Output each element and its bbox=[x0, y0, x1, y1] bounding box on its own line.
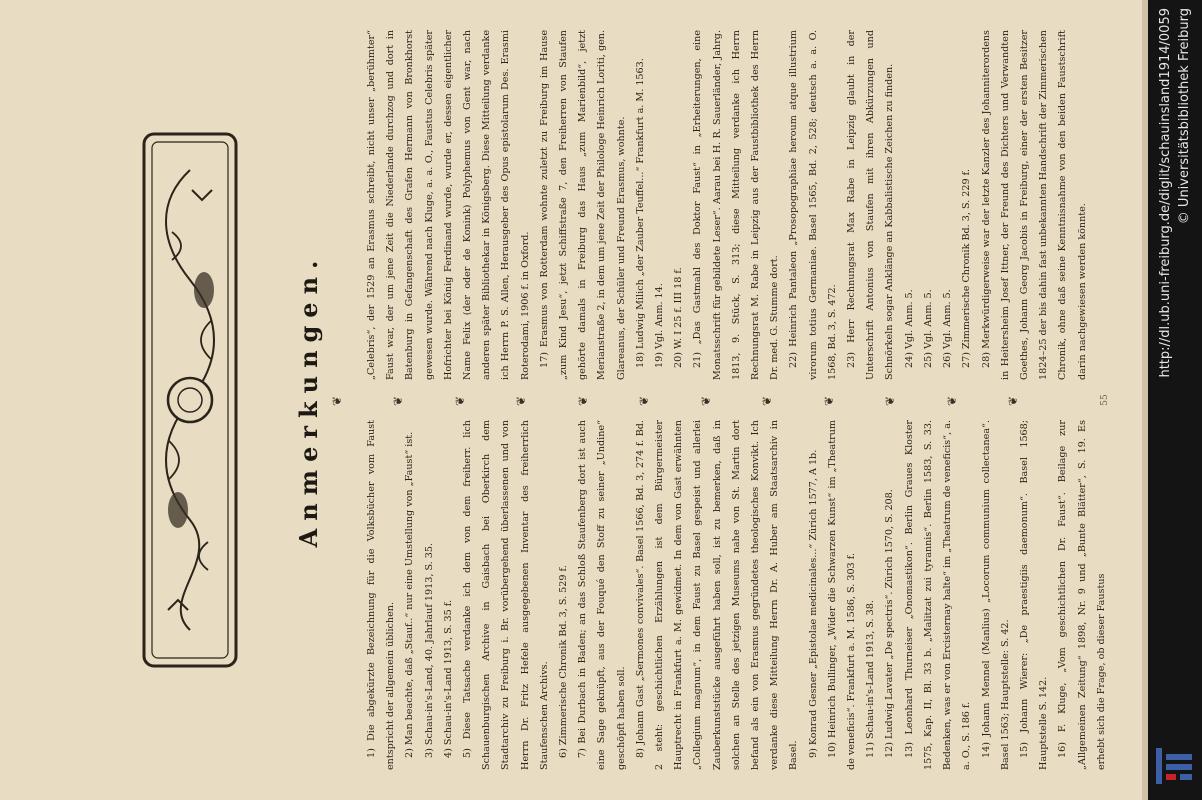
footnote-19: 19) Vgl. Anm. 14. bbox=[654, 283, 666, 368]
footnote-23: 23) Herr Rechnungsrat Max Rabe in Leipzig glaubt in der Unterschrift Antonius von Staufen mit ihren Abkürzungen und Schnörkeln sogar Anklänge an Kabbalistische Zeichen zu finden. bbox=[846, 30, 896, 380]
footnote-26: 26) Vgl. Anm. 5. bbox=[942, 289, 954, 368]
divider-ornament-icon: ❦ bbox=[1005, 395, 1020, 407]
footnote-8: 8) Johann Gast „Sermones convivales“. Basel 1566, Bd. 3, 274 f. Bd. 2 steht: geschichtlichen Erzählungen ist dem Bürgermeister Hauptrecht in Frankfurt a. M. gewidmet. In dem von Gast erwähnten „Collegium magnum“, in dem Faust zu Basel gespeist und allerlei Zauberkunststücke ausgeführt haben soll, ist zu bemerken, daß in solchen an Stelle des jetzigen Museums nahe von St. Martin dort befand als ein von Erasmus gegründetes theologisches Konvikt. Ich verdanke diese Mitteilung Herrn Dr. A. Huber am Staatsarchiv in Basel. bbox=[634, 420, 800, 770]
divider-ornament-icon: ❦ bbox=[883, 395, 898, 407]
divider-ornament-icon: ❦ bbox=[821, 395, 836, 407]
citation-text bbox=[1148, 0, 1202, 800]
footnote-16-continued: „Celebris“, der 1529 an Erasmus schreibt, nicht unser „berühmter“ Faust war, der um jene Zeit die Niederlande durchzog und dort in Batenburg in Gefangenschaft des Grafen Hermann von Bronkhorst gewesen wurde. Während nach Kluge, a. a. O., Faustus Celebris später Hofrichter bei König Ferdinand wurde, wurde er, dessen eigentlicher Name Felix (der oder de Konink) Polyphemus von Gent war, nach anderen später Bibliothekar in Königsberg. Diese Mitteilung verdanke ich Herrn P. S. Allen, Herausgeber des Opus epistolarum Des. Erasmi Roterodami, 1906 f. in Oxford. bbox=[366, 30, 531, 380]
footnote-21: 21) „Das Gastmahl des Doktor Faust“ in „Erheiterungen, eine Monatsschrift für gebildete Leser“. Aarau bei H. R. Sauerländer, Jahrg. 1813, 9. Stück, S. 313; diese Mitteilung verdanke ich Herrn Rechnungsrat M. Rabe in Leipzig aus der Faustbibliothek des Herrn Dr. med. G. Stumme dort. bbox=[692, 30, 781, 380]
footnote-22: 22) Heinrich Pantaleon „Prosopographiae heroum atque illustrium virorum totius Germaniae. Basel 1565, Bd. 2, 528; deutsch a. a. O. 1568, Bd. 3, S. 472. bbox=[788, 30, 838, 380]
footnote-6: 6) Zimmerische Chronik Bd. 3, S. 529 f. bbox=[558, 565, 570, 758]
right-column bbox=[362, 30, 1092, 380]
footnote-1: 1) Die abgekürzte Bezeichnung für die Volksbücher vom Faust entspricht der allgemein üblichen. bbox=[366, 420, 397, 770]
divider-ornament-icon: ❦ bbox=[760, 395, 775, 407]
footnote-13: 13) Leonhard Thurneiser „Onomastikon“. Berlin Graues Kloster 1575, Kap. II, Bl. 33 b. „Malitzat zui tyrannis“. Berlin 1583, S. 33. Bedenken, was er von Ercisternay halte“ im „Theatrum de veneficis“, a. a. O., S. 186 f. bbox=[903, 420, 973, 770]
divider-ornament-icon: ❦ bbox=[637, 395, 652, 407]
divider-ornament-icon: ❦ bbox=[514, 395, 529, 407]
divider-ornament-icon: ❦ bbox=[944, 395, 959, 407]
footnote-9: 9) Konrad Gesner „Epistolae medicinales...“ Zürich 1577, A 1b. bbox=[807, 449, 819, 758]
footnote-20: 20) W. I 25 f. III 18 f. bbox=[673, 267, 685, 368]
footnote-25: 25) Vgl. Anm. 5. bbox=[922, 289, 934, 368]
ub-freiburg-logo-icon bbox=[1152, 744, 1196, 788]
divider-ornament-icon: ❦ bbox=[452, 395, 467, 407]
footnote-4: 4) Schau-in's-Land 1913, S. 35 f. bbox=[442, 599, 454, 758]
footnote-3: 3) Schau-in's-Land, 40. Jahrlauf 1913, S. 35. bbox=[423, 542, 435, 758]
page-number: 55 bbox=[1100, 394, 1110, 406]
footnote-18: 18) Ludwig Milich „der Zauber Teuffel...“ Frankfurt a. M. 1563. bbox=[634, 58, 646, 368]
footnote-17: 17) Erasmus von Rotterdam wohnte zuletzt zu Freiburg im Hause „zum Kind Jesu“, jetzt Schiffstraße 7, den Freiherren von Staufen gehörte damals in Freiburg das Haus „zum Marienbild“, jetzt Merianstraße 2, in dem um jene Zeit der Philologe Heinrich Loriti, gen. Glareanus, der Schüler und Freund Erasmus, wohnte. bbox=[538, 30, 627, 380]
footnote-12: 12) Ludwig Lavater „De spectris“. Zürich 1570, S. 208. bbox=[884, 489, 896, 758]
footnote-24: 24) Vgl. Anm. 5. bbox=[903, 289, 915, 368]
column-divider bbox=[330, 394, 1020, 408]
divider-ornament-icon: ❦ bbox=[575, 395, 590, 407]
footnote-27: 27) Zimmerische Chronik Bd. 3, S. 229 f. bbox=[961, 169, 973, 368]
page-heading: Anmerkungen. bbox=[294, 252, 323, 548]
footnote-5: 5) Diese Tatsache verdanke ich dem von dem freiherr. lich Schauenburgischen Archive in Gaisbach bei Oberkirch dem Stadtarchiv zu Freiburg i. Br. vorübergehend überlassenen und von Herrn Dr. Fritz Hefele ausgegebenen Inventar des freiherrlich Staufenschen Archivs. bbox=[462, 420, 550, 770]
footnote-15: 15) Johann Wierer: „De praestigiis daemonum“. Basel 1568; Hauptstelle S. 142. bbox=[1018, 420, 1050, 770]
footnote-2: 2) Man beachte, daß „Stauf..“ nur eine Umstellung von „Faust“ ist. bbox=[404, 431, 416, 758]
citation-copyright: © Universitätsbibliothek Freiburg bbox=[1177, 8, 1192, 225]
citation-strip bbox=[1148, 0, 1202, 800]
footnote-7: 7) Bei Durbach in Baden; an das Schloß Staufenberg dort ist auch eine Sage geknüpft, aus der Fouqué den Stoff zu seiner „Undine“ geschöpft haben soll. bbox=[577, 420, 627, 770]
footnote-14: 14) Johann Mennel (Manlius) „Locorum communium collectanea“. Basel 1563; Hauptstelle: S. 42. bbox=[980, 420, 1011, 770]
left-column bbox=[362, 420, 1111, 770]
vignette-ornament bbox=[138, 130, 242, 670]
footnote-28: 28) Merkwürdigerweise war der letzte Kanzler des Johanniterordens in Heitersheim Josef Ittner, der Freund des Dichters und Verwandten Goethes, Johann Georg Jacobis in Freiburg, einer der ersten Besitzer 1824–25 der bis dahin fast unbekannten Handschrift der Zimmerischen Chronik, ohne daß seine Kenntnisnahme von den beiden Faustschrift darin nachgewiesen werden könnte. bbox=[980, 30, 1088, 380]
divider-ornament-icon: ❦ bbox=[391, 395, 406, 407]
divider-ornament-icon: ❦ bbox=[330, 395, 344, 407]
divider-ornament-icon: ❦ bbox=[698, 395, 713, 407]
footnote-16: 16) F. Kluge, „Vom geschichtlichen Dr. Faust“. Beilage zur „Allgemeinen Zeitung“ 1898, Nr. 9 und „Bunte Blätter“, S. 19. Es erhebt sich die Frage, ob dieser Faustus bbox=[1057, 420, 1107, 770]
footnote-11: 11) Schau-in's-Land 1913, S. 38. bbox=[865, 600, 877, 758]
footnote-10: 10) Heinrich Bullinger, „Wider die Schwarzen Kunst“ im „Theatrum de veneficis“. Frankfurt a. M. 1586, S. 303 f. bbox=[826, 420, 858, 770]
citation-url[interactable]: http://dl.ub.uni-freiburg.de/diglit/schauinsland1914/0059 bbox=[1158, 8, 1173, 378]
